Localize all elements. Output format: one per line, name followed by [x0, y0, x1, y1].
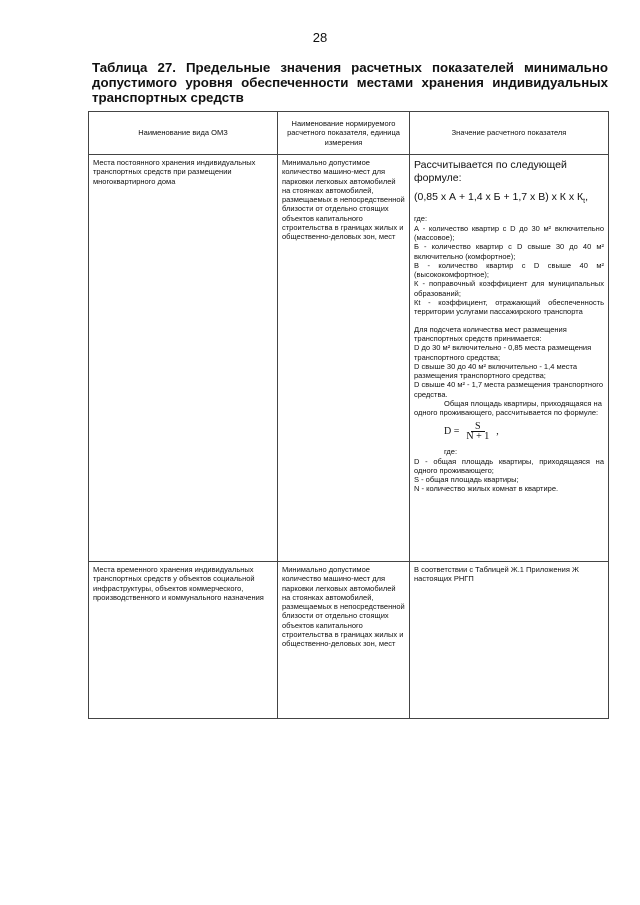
row2-indicator: Минимально допустимое количество машино-мест для парковки легковых автомобилей на стоянках автомобилей, размещаемых в непосредственной близости от отдельно стоящих объектов капитального строительства в границах жилых и общественно-деловых зон, мест	[278, 562, 410, 719]
table-header-row	[89, 112, 609, 155]
definition2-item: S - общая площадь квартиры;	[414, 475, 519, 485]
fraction-denominator: N + 1	[466, 430, 490, 442]
main-formula	[414, 193, 604, 206]
where2-label: где:	[444, 447, 458, 457]
definition-item: Кt - коэффициент, отражающий обеспеченность территории услугами пассажирского транспорта	[414, 298, 604, 317]
main-formula-sub: t	[583, 198, 586, 206]
standards-table	[88, 111, 609, 719]
row2-value: В соответствии с Таблицей Ж.1 Приложения Ж настоящих РНГП	[410, 562, 609, 719]
definition2-item: N - количество жилых комнат в квартире.	[414, 484, 559, 494]
header-indicator: Наименование нормируемого расчетного показателя, единица измерения	[278, 112, 410, 155]
main-formula-end: ,	[585, 191, 588, 203]
rule-item: Для подсчета количества мест размещения транспортных средств принимается:	[414, 324, 567, 343]
rules-list	[414, 325, 604, 399]
page-number: 28	[312, 30, 328, 45]
table-row	[89, 562, 609, 719]
formula-intro: Рассчитывается по следующей формуле:	[414, 159, 567, 184]
rule-item: D до 30 м² включительно - 0,85 места размещения транспортного средства;	[414, 343, 592, 362]
row1-value	[410, 155, 609, 562]
row1-type: Места постоянного хранения индивидуальных транспортных средств при размещении многоквартирного дома	[89, 155, 278, 562]
row2-type: Места временного хранения индивидуальных транспортных средств у объектов социальной инфраструктуры, объектов коммерческого, производственного и коммунального назначения	[89, 562, 278, 719]
definitions-list	[414, 224, 604, 317]
rule-item: D свыше 30 до 40 м² включительно - 1,4 места размещения транспортного средства;	[414, 361, 578, 381]
where-label: где:	[414, 214, 428, 224]
density-formula-end: ,	[496, 425, 499, 437]
definition-item: К - поправочный коэффициент для муниципальных образований;	[414, 279, 604, 298]
main-formula-text: (0,85 х А + 1,4 х Б + 1,7 х В) х К х К	[414, 191, 584, 203]
definition-item: Б - количество квартир с D свыше 30 до 40 м² включительно (комфортное);	[414, 242, 604, 261]
definition2-item: D - общая площадь квартиры, приходящаяся на одного проживающего;	[414, 456, 604, 475]
density-formula-lhs: D =	[444, 425, 460, 437]
rule-item: D свыше 40 м² - 1,7 места размещения транспортного средства.	[414, 380, 603, 399]
row1-indicator: Минимально допустимое количество машино-мест для парковки легковых автомобилей на стоянках автомобилей, размещаемых в непосредственной близости от отдельно стоящих объектов капитального строительства в границах жилых и общественно-деловых зон, мест	[278, 155, 410, 562]
area-text: Общая площадь квартиры, приходящаяся на одного проживающего, рассчитывается по формуле:	[414, 399, 602, 418]
definitions2-list	[414, 457, 604, 494]
header-type: Наименование вида ОМЗ	[89, 112, 278, 155]
table-title: Таблица 27. Предельные значения расчетных показателей минимально допустимого уровня обеспеченности местами хранения индивидуальных транспортных средств	[92, 60, 608, 105]
fraction-numerator: S	[471, 422, 485, 432]
header-value: Значение расчетного показателя	[410, 112, 609, 155]
table-row	[89, 155, 609, 562]
density-formula	[444, 422, 604, 442]
definition-item: А - количество квартир с D до 30 м² включительно (массовое);	[414, 223, 604, 242]
definition-item: В - количество квартир с D свыше 40 м² (высококомфортное);	[414, 260, 604, 280]
density-fraction	[462, 422, 493, 442]
